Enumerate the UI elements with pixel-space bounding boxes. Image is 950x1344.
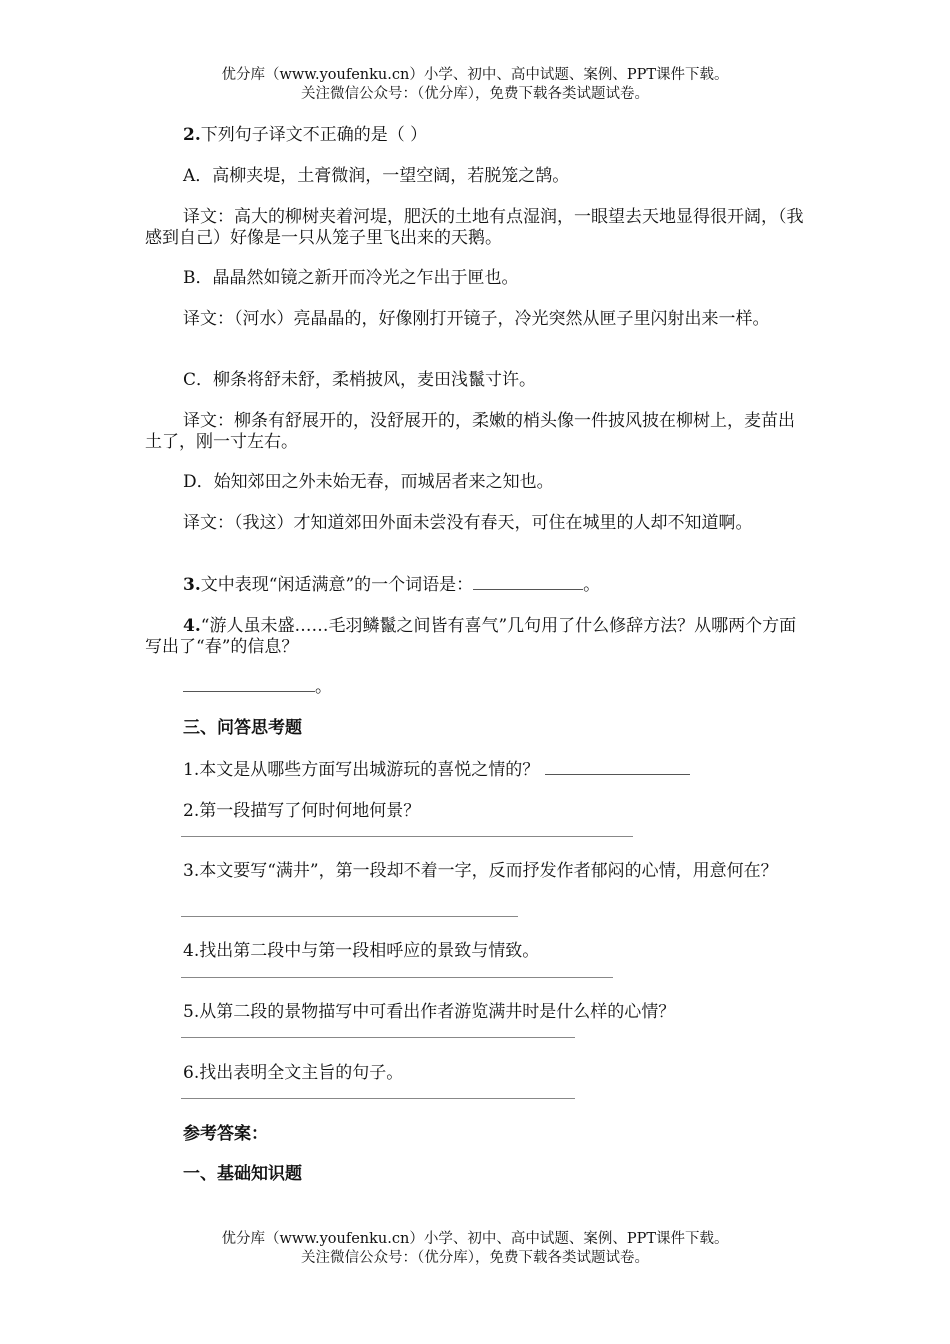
question-4-text: “游人虽未盛……毛羽鳞鬣之间皆有喜气”几句用了什么修辞方法？从哪两个方面写出了“春”的信息？ [145, 616, 797, 657]
question-4-answer-line [145, 677, 810, 698]
section-3-question-6-answer-line[interactable] [181, 1098, 575, 1099]
section-3-question-5-answer-line[interactable] [181, 1037, 575, 1038]
question-3 [145, 575, 810, 596]
page-footer-line-2: 关注微信公众号：（优分库），免费下载各类试题试卷。 [301, 1250, 649, 1266]
section-3-question-3-answer-line[interactable] [181, 916, 518, 917]
section-3-question-5: 5.从第二段的景物描写中可看出作者游览满井时是什么样的心情？ [183, 1002, 676, 1022]
section-3-question-2: 2.第一段描写了何时何地何景？ [183, 801, 421, 821]
section-3-question-1-text: 1.本文是从哪些方面写出城游玩的喜悦之情的？ [183, 760, 540, 780]
question-3-text: 文中表现“闲适满意”的一个词语是： [200, 575, 474, 595]
option-c-translation: 译文：柳条有舒展开的，没舒展开的，柔嫩的梢头像一件披风披在柳树上，麦苗出土了，刚一寸左右。 [145, 411, 795, 452]
section-3-question-1 [145, 760, 810, 781]
option-a: A．高柳夹堤，土膏微润，一望空阔，若脱笼之鹄。 [183, 166, 570, 186]
page-header-line-2: 关注微信公众号：（优分库），免费下载各类试题试卷。 [301, 86, 649, 102]
option-c: C．柳条将舒未舒，柔梢披风，麦田浅鬣寸许。 [183, 370, 537, 390]
option-d: D．始知郊田之外未始无春，而城居者来之知也。 [183, 472, 554, 492]
question-4 [145, 616, 810, 658]
question-2 [145, 125, 810, 146]
section-3-question-6: 6.找出表明全文主旨的句子。 [183, 1063, 404, 1083]
section-3-title: 三、问答思考题 [183, 718, 302, 738]
page-header-line-1: 优分库（www.youfenku.cn）小学、初中、高中试题、案例、PPT课件下载。 [221, 67, 729, 83]
answers-title: 参考答案： [183, 1124, 268, 1144]
option-b-translation: 译文：（河水）亮晶晶的，好像刚打开镜子，冷光突然从匣子里闪射出来一样。 [183, 309, 770, 329]
question-2-stem: 下列句子译文不正确的是（ ） [200, 125, 428, 145]
section-3-question-4: 4.找出第二段中与第一段相呼应的景致与情致。 [183, 941, 540, 961]
question-3-blank[interactable] [473, 575, 583, 590]
section-3-question-4-answer-line[interactable] [181, 977, 613, 978]
question-3-number: 3. [183, 575, 201, 595]
option-a-translation: 译文：高大的柳树夹着河堤，肥沃的土地有点湿润，一眼望去天地显得很开阔，（我感到自己）好像是一只从笼子里飞出来的天鹅。 [145, 207, 804, 248]
question-4-number: 4. [183, 616, 201, 636]
answers-section-1: 一、基础知识题 [183, 1164, 302, 1184]
question-4-end: 。 [315, 677, 332, 697]
option-b: B．晶晶然如镜之新开而冷光之乍出于匣也。 [183, 268, 519, 288]
question-2-number: 2. [183, 125, 201, 145]
option-d-translation: 译文：（我这）才知道郊田外面未尝没有春天，可住在城里的人却不知道啊。 [183, 513, 753, 533]
section-3-question-3: 3.本文要写“满井”，第一段却不着一字，反而抒发作者郁闷的心情，用意何在？ [183, 861, 778, 881]
question-3-end: 。 [583, 575, 601, 595]
page-footer-line-1: 优分库（www.youfenku.cn）小学、初中、高中试题、案例、PPT课件下载。 [221, 1231, 729, 1247]
section-3-question-1-blank[interactable] [545, 760, 690, 775]
section-3-question-2-answer-line[interactable] [181, 836, 633, 837]
question-4-blank[interactable] [183, 677, 315, 692]
